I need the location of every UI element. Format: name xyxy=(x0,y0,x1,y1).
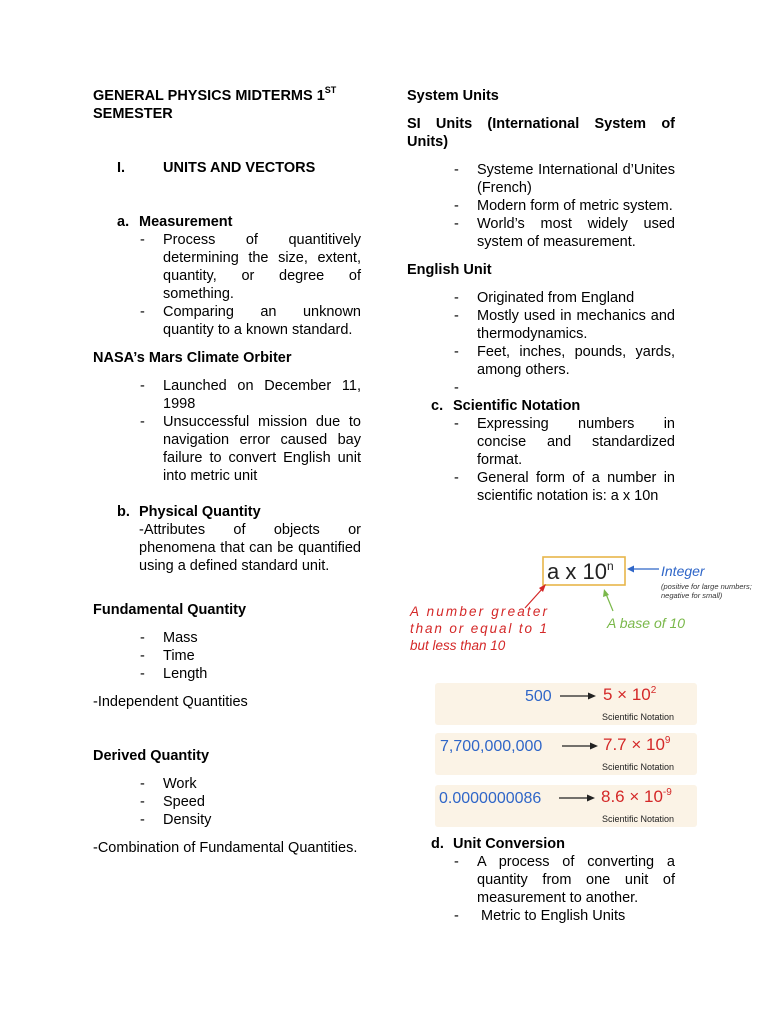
example-scientific: $8.6 \times 10^{-9}$ xyxy=(601,787,672,806)
right-column xyxy=(407,87,675,505)
si-heading: SI Units (International System of Units) xyxy=(407,116,675,150)
scientific-notation-diagram xyxy=(407,552,768,662)
conversion-heading xyxy=(407,835,675,853)
mantissa-label-1: A number greater xyxy=(410,604,547,619)
title-superscript: ST xyxy=(324,85,337,95)
list-item: - Length xyxy=(140,666,208,682)
list-item: - Feet, inches, pounds, yards, among others. xyxy=(454,344,675,378)
base-label: A base of 10 xyxy=(607,615,686,631)
section-marker: I. xyxy=(117,160,126,176)
list-item: - Unsuccessful mission due to navigation error caused bay failure to convert English unit into metric unit xyxy=(140,414,361,484)
conversion-marker: d. xyxy=(431,836,444,852)
integer-note-1: (positive for large numbers; xyxy=(661,582,752,591)
si-list xyxy=(407,161,675,251)
physical-quantity-text: -Attributes of objects or phenomena that can be quantified using a defined standard unit. xyxy=(139,522,361,574)
derived-note: -Combination of Fundamental Quantities. xyxy=(93,840,358,856)
example-number: 7,700,000,000 xyxy=(440,738,543,755)
left-column xyxy=(93,87,361,857)
derived-heading: Derived Quantity xyxy=(93,748,210,764)
fundamental-list xyxy=(93,629,361,683)
derived-list xyxy=(93,775,361,829)
example-number: 0.0000000086 xyxy=(439,790,542,807)
english-list xyxy=(407,289,675,397)
list-item: - Expressing numbers in concise and standardized format. xyxy=(454,416,675,468)
list-item: - Mass xyxy=(140,630,198,646)
list-item: - A process of converting a quantity from one unit of measurement to another. xyxy=(454,854,675,906)
english-heading: English Unit xyxy=(407,262,492,278)
list-item: - Systeme International d’Unites (French) xyxy=(454,162,675,196)
physical-marker: b. xyxy=(117,504,130,520)
section-title: UNITS AND VECTORS xyxy=(163,160,316,176)
title-line2: SEMESTER xyxy=(93,106,173,122)
example-caption: Scientific Notation xyxy=(602,762,675,772)
list-item: - Process of quantitively determining the size, extent, quantity, or degree of something. xyxy=(140,232,361,302)
list-item: - Comparing an unknown quantity to a known standard. xyxy=(140,304,361,338)
scientific-list xyxy=(407,415,675,505)
scientific-marker: c. xyxy=(431,398,444,414)
list-item: - Metric to English Units xyxy=(454,908,626,924)
physical-title: Physical Quantity xyxy=(139,504,261,520)
example-scientific: $7.7 \times 10^9$ xyxy=(603,735,671,754)
arrow-icon xyxy=(558,686,598,706)
section-heading xyxy=(93,159,361,177)
base-arrowhead xyxy=(603,589,609,597)
list-item: - Work xyxy=(140,776,197,792)
example-scientific: $5 \times 10^2$ xyxy=(603,685,657,704)
conversion-section xyxy=(407,835,675,925)
conversion-title: Unit Conversion xyxy=(453,836,565,852)
base-arrow xyxy=(606,594,613,611)
list-item: - xyxy=(454,380,459,396)
list-item: - Originated from England xyxy=(454,290,635,306)
example-row xyxy=(435,785,697,827)
conversion-list xyxy=(407,853,675,925)
measurement-heading xyxy=(93,213,361,231)
arrow-icon xyxy=(557,788,597,808)
mantissa-label-2: than or equal to 1 xyxy=(410,621,547,636)
example-row xyxy=(435,683,697,725)
measurement-list xyxy=(93,231,361,339)
example-number: 500 xyxy=(525,688,552,705)
measurement-marker: a. xyxy=(117,214,130,230)
measurement-title: Measurement xyxy=(139,214,233,230)
nasa-heading: NASA’s Mars Climate Orbiter xyxy=(93,350,292,366)
formula-text: a x 10$^n$ xyxy=(547,559,614,584)
example-row xyxy=(435,733,697,775)
mantissa-label-3: but less than 10 xyxy=(410,638,506,653)
example-caption: Scientific Notation xyxy=(602,712,675,722)
scientific-title: Scientific Notation xyxy=(453,398,581,414)
integer-label: Integer xyxy=(661,563,705,579)
list-item: - Density xyxy=(140,812,212,828)
list-item: - Time xyxy=(140,648,195,664)
system-units-heading: System Units xyxy=(407,88,499,104)
list-item: - Speed xyxy=(140,794,205,810)
list-item: - General form of a number in scientific notation is: a x 10n xyxy=(454,470,675,504)
title-main: GENERAL PHYSICS MIDTERMS 1 xyxy=(93,88,325,104)
list-item: - Modern form of metric system. xyxy=(454,198,673,214)
list-item: - Mostly used in mechanics and thermodynamics. xyxy=(454,308,675,342)
scientific-heading xyxy=(407,397,675,415)
arrow-icon xyxy=(560,736,600,756)
document-title xyxy=(93,87,361,123)
integer-note-2: negative for small) xyxy=(661,591,723,600)
fundamental-note: -Independent Quantities xyxy=(93,694,248,710)
nasa-list xyxy=(93,377,361,485)
fundamental-heading: Fundamental Quantity xyxy=(93,602,247,618)
list-item: - World’s most widely used system of measurement. xyxy=(454,216,675,250)
physical-quantity-heading xyxy=(93,503,361,521)
list-item: - Launched on December 11, 1998 xyxy=(140,378,361,412)
integer-arrowhead xyxy=(627,566,634,573)
example-caption: Scientific Notation xyxy=(602,814,675,824)
